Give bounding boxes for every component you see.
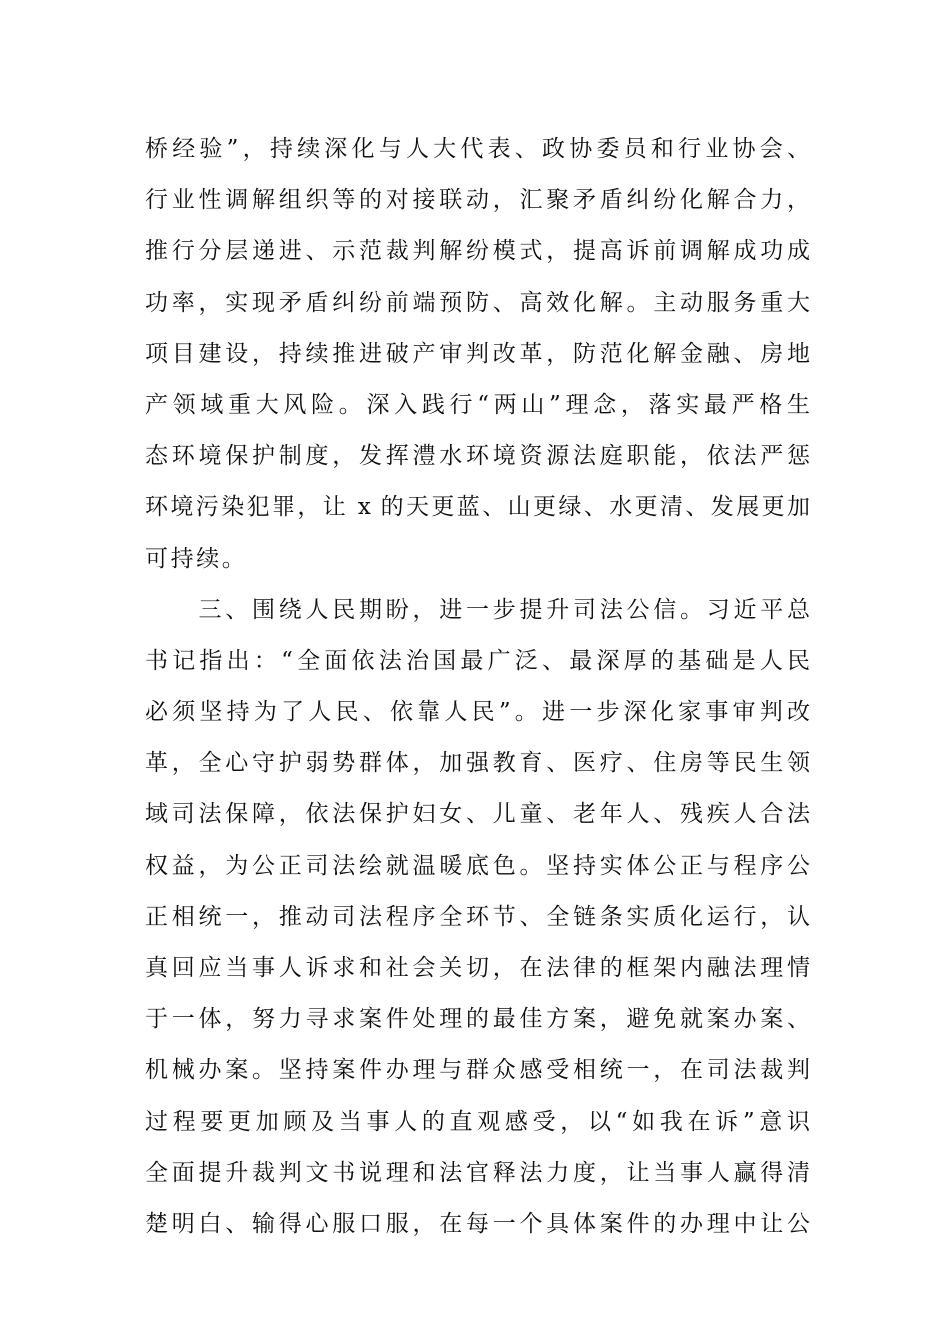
text-line: 项目建设，持续推进破产审判改革，防范化解金融、房地 <box>145 340 810 367</box>
text-line: 态环境保护制度，发挥澧水环境资源法庭职能，依法严惩 <box>145 443 810 470</box>
text-line: 于一体，努力寻求案件处理的最佳方案，避免就案办案、 <box>145 1006 810 1033</box>
text-line: 域司法保障，依法保护妇女、儿童、老年人、残疾人合法 <box>145 801 810 828</box>
text-line: 过程要更加顾及当事人的直观感受，以“如我在诉”意识 <box>145 1108 810 1135</box>
text-line: 权益，为公正司法绘就温暖底色。坚持实体公正与程序公 <box>145 852 810 879</box>
text-line-paragraph-end: 可持续。 <box>145 545 248 572</box>
text-line: 正相统一，推动司法程序全环节、全链条实质化运行，认 <box>145 903 810 930</box>
text-line-paragraph-start: 三、围绕人民期盼，进一步提升司法公信。习近平总 <box>145 596 810 623</box>
text-line: 功率，实现矛盾纠纷前端预防、高效化解。主动服务重大 <box>145 289 810 316</box>
text-line: 楚明白、输得心服口服，在每一个具体案件的办理中让公 <box>145 1210 810 1237</box>
text-line: 产领域重大风险。深入践行“两山”理念，落实最严格生 <box>145 391 810 418</box>
text-line: 桥经验”，持续深化与人大代表、政协委员和行业协会、 <box>145 136 810 162</box>
text-line: 革，全心守护弱势群体，加强教育、医疗、住房等民生领 <box>145 750 810 777</box>
text-line: 书记指出：“全面依法治国最广泛、最深厚的基础是人民 <box>145 647 810 674</box>
text-line: 真回应当事人诉求和社会关切，在法律的框架内融法理情 <box>145 955 810 981</box>
text-line: 机械办案。坚持案件办理与群众感受相统一，在司法裁判 <box>145 1057 810 1084</box>
body-text <box>145 124 810 1250</box>
text-line: 环境污染犯罪，让 x 的天更蓝、山更绿、水更清、发展更加 <box>145 494 810 521</box>
text-line: 推行分层递进、示范裁判解纷模式，提高诉前调解成功成 <box>145 238 810 265</box>
text-line: 必须坚持为了人民、依靠人民”。进一步深化家事审判改 <box>145 699 810 726</box>
text-line: 全面提升裁判文书说理和法官释法力度，让当事人赢得清 <box>145 1159 810 1186</box>
text-line: 行业性调解组织等的对接联动，汇聚矛盾纠纷化解合力， <box>145 187 810 214</box>
